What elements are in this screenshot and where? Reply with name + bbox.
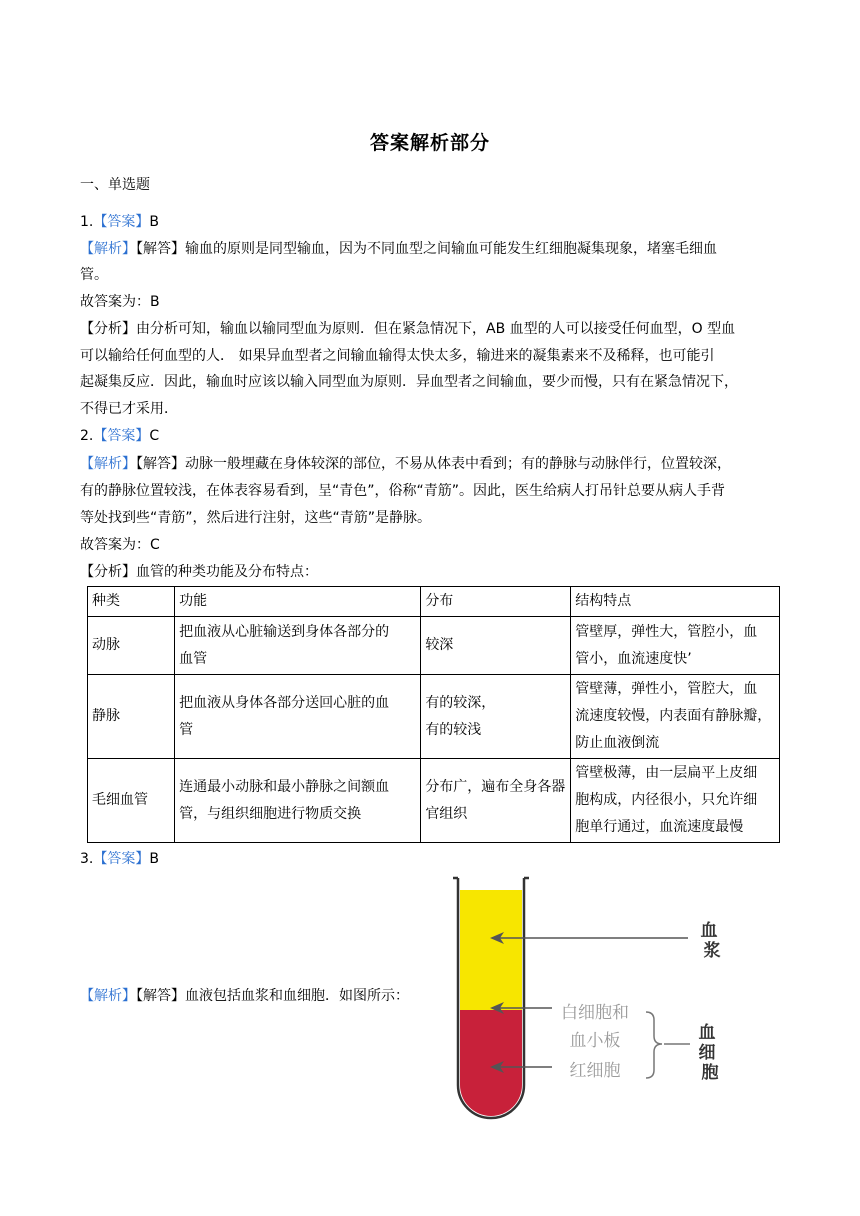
table-cell-structure: 管壁薄，弹性小，管腔大，血 流速度较慢，内表面有静脉瓣， 防止血液倒流 — [571, 675, 780, 759]
q1-answer-line — [80, 209, 159, 236]
plasma-label-char: 浆 — [703, 941, 721, 961]
q1-number: 1. — [80, 214, 94, 230]
blood-cells-layer — [460, 1010, 522, 1116]
q3-answer: B — [149, 851, 159, 867]
table-header-cell: 分布 — [421, 587, 571, 617]
blood-tube-diagram — [440, 870, 740, 1125]
q2-final: 故答案为：C — [80, 537, 160, 553]
analysis-tag: 【解析】 — [80, 456, 136, 472]
section-heading: 一、单选题 — [80, 177, 150, 193]
q1-solve-line-2: 管。 — [80, 267, 108, 283]
q1-fenxi-text: 由分析可知，输血以输同型血为原则．但在紧急情况下，AB 血型的人可以接受任何血型，O 型血 — [136, 321, 736, 337]
platelet-label: 血小板 — [569, 1031, 621, 1051]
table-header-cell: 结构特点 — [571, 587, 780, 617]
q2-fenxi-line — [80, 559, 318, 586]
answer-tag: 【答案】 — [93, 428, 150, 444]
q2-solve-line-2: 有的静脉位置较浅，在体表容易看到，呈“青色”，俗称“青筋”。因此，医生给病人打吊针总要从病人手背 — [80, 483, 726, 499]
q1-fenxi-line-3: 起凝集反应．因此，输血时应该以输入同型血为原则．异血型者之间输血，要少而慢，只有在紧急情况下， — [80, 374, 738, 390]
table-cell-function: 连通最小动脉和最小静脉之间额血 管，与组织细胞进行物质交换 — [175, 759, 421, 843]
table-cell-function: 把血液从心脏输送到身体各部分的 血管 — [175, 617, 421, 675]
q2-solve-text: 动脉一般埋藏在身体较深的部位，不易从体表中看到；有的静脉与动脉伴行，位置较深， — [185, 456, 731, 472]
answer-tag: 【答案】 — [93, 214, 150, 230]
table-cell-function: 把血液从身体各部分送回心脏的血 管 — [175, 675, 421, 759]
q1-answer: B — [149, 214, 159, 230]
table-cell-type: 静脉 — [88, 675, 175, 759]
table-cell-distribution: 分布广，遍布全身各器 官组织 — [421, 759, 571, 843]
q3-number: 3. — [80, 851, 94, 867]
q3-solve-text: 血液包括血浆和血细胞．如图所示： — [185, 988, 409, 1004]
fenxi-tag: 【分析】 — [80, 321, 136, 337]
q1-solve-text: 输血的原则是同型输血，因为不同血型之间输血可能发生红细胞凝集现象，堵塞毛细血 — [185, 241, 717, 257]
q1-solve-line-1 — [80, 236, 717, 263]
q1-fenxi-line-1 — [80, 316, 735, 343]
q1-final: 故答案为：B — [80, 294, 160, 310]
fenxi-tag: 【分析】 — [80, 564, 136, 580]
q2-answer: C — [149, 428, 160, 444]
cells-label: 血 细 胞 — [698, 1023, 719, 1083]
vessel-table — [87, 586, 780, 843]
table-cell-type: 动脉 — [88, 617, 175, 675]
analysis-tag: 【解析】 — [80, 241, 136, 257]
analysis-tag: 【解析】 — [80, 988, 136, 1004]
rbc-label: 红细胞 — [569, 1061, 621, 1081]
table-cell-structure: 管壁厚，弹性大，管腔小，血 管小，血流速度快’ — [571, 617, 780, 675]
plasma-label — [701, 920, 724, 961]
q1-fenxi-line-4: 不得已才采用． — [80, 401, 178, 417]
solve-tag: 【解答】 — [136, 241, 185, 257]
table-cell-distribution: 有的较深， 有的较浅 — [421, 675, 571, 759]
plasma-label-char: 血 — [700, 921, 718, 941]
answer-tag: 【答案】 — [93, 851, 150, 867]
table-cell-structure: 管壁极薄，由一层扁平上皮细 胞构成，内径很小，只允许细 胞单行通过，血流速度最慢 — [571, 759, 780, 843]
table-cell-type: 毛细血管 — [88, 759, 175, 843]
q2-solve-line-1 — [80, 451, 731, 478]
table-row — [88, 675, 780, 759]
q3-solve-line — [80, 983, 409, 1010]
table-header-cell: 种类 — [88, 587, 175, 617]
table-row — [88, 617, 780, 675]
q2-solve-line-3: 等处找到些“青筋”，然后进行注射，这些“青筋”是静脉。 — [80, 510, 432, 526]
solve-tag: 【解答】 — [136, 988, 185, 1004]
cells-brace — [646, 1012, 662, 1078]
table-header-row — [88, 587, 780, 617]
q3-answer-line — [80, 846, 159, 873]
solve-tag: 【解答】 — [136, 456, 185, 472]
q2-answer-line — [80, 423, 159, 450]
table-row — [88, 759, 780, 843]
table-header-cell: 功能 — [175, 587, 421, 617]
q1-fenxi-line-2: 可以输给任何血型的人． 如果异血型者之间输血输得太快太多，输进来的凝集素来不及稀释，也可能引 — [80, 348, 715, 364]
page-title: 答案解析部分 — [369, 132, 490, 154]
q2-fenxi-text: 血管的种类功能及分布特点： — [136, 564, 318, 580]
table-cell-distribution: 较深 — [421, 617, 571, 675]
plasma-layer — [460, 890, 522, 1010]
q2-number: 2. — [80, 428, 94, 444]
wbc-label: 白细胞和 — [561, 1003, 629, 1023]
